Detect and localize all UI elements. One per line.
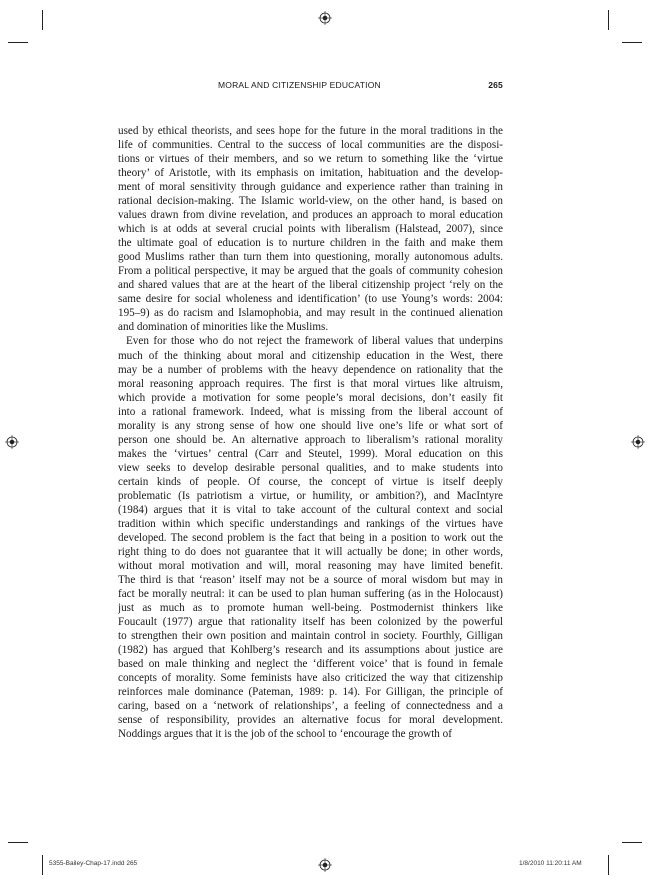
footer-timestamp: 1/8/2010 11:20:11 AM <box>519 860 582 867</box>
registration-mark-icon <box>5 435 19 449</box>
text-line: tions or virtues of their members, and so we return to something like the ‘virtue <box>118 153 503 166</box>
text-line: Noddings argues that it is the job of the school to ‘encourage the growth of <box>118 728 452 741</box>
running-title: MORAL AND CITIZENSHIP EDUCATION <box>218 80 381 90</box>
text-line: moral reasoning approach requires. The first is that moral virtues like altruism, <box>118 377 503 390</box>
crop-mark-bottom-left-vertical <box>42 855 43 875</box>
text-line: rational decision-making. The Islamic world-view, on the other hand, is based on <box>118 195 503 208</box>
text-line: the ultimate goal of education is to nurture children in the faith and make them <box>118 237 503 250</box>
text-line: (1984) argues that it is vital to take account of the cultural context and social <box>118 503 503 516</box>
paragraph <box>118 334 503 741</box>
text-line: to strengthen their own position and maintain control in society. Fourthly, Gilligan <box>118 630 503 643</box>
text-line: tradition within which specific understandings and rankings of the virtues have <box>118 517 503 530</box>
body-text <box>118 124 503 741</box>
text-line: reinforces male dominance (Pateman, 1989: p. 14). For Gilligan, the principle of <box>118 686 503 699</box>
text-line: view seeks to develop desirable personal qualities, and to make students into <box>118 461 503 474</box>
text-line: which is at odds at several crucial points with liberalism (Halstead, 2007), since <box>118 223 503 236</box>
text-line: sense of responsibility, provides an alternative focus for moral development. <box>118 714 503 727</box>
page-number: 265 <box>488 80 503 90</box>
crop-mark-top-left-vertical <box>42 10 43 30</box>
text-line: Foucault (1977) argue that rationality itself has been colonized by the powerful <box>118 616 503 629</box>
text-line: much of the thinking about moral and citizenship education in the West, there <box>118 349 503 362</box>
text-line: makes the ‘virtues’ central (Carr and Steutel, 1999). Moral education on this <box>118 447 503 460</box>
text-line: (1982) has argued that Kohlberg’s research and its assumptions about justice are <box>118 644 503 657</box>
text-line: good Muslims rather than turn them into questioning, morally autonomous adults. <box>118 251 503 264</box>
registration-mark-icon <box>318 11 332 25</box>
text-line: right thing to do does not guarantee that it will actually be done; in other words, <box>118 545 503 558</box>
text-line: life of communities. Central to the success of local communities are the disposi- <box>118 139 503 152</box>
text-line: person one should be. An alternative approach to liberalism’s rational morality <box>118 433 503 446</box>
text-line: without moral motivation and will, moral reasoning may have limited benefit. <box>118 559 503 572</box>
text-line: just as much as to promote human well-being. Postmodernist thinkers like <box>118 602 503 615</box>
text-line: same desire for social wholeness and identification’ (to use Young’s words: 2004: <box>118 293 503 306</box>
crop-mark-bottom-left-horizontal <box>8 842 28 843</box>
text-line: From a political perspective, it may be argued that the goals of community cohesion <box>118 265 503 278</box>
text-line: values drawn from divine revelation, and produces an approach to moral education <box>118 209 503 222</box>
text-line: Even for those who do not reject the framework of liberal values that underpins <box>126 335 503 348</box>
text-line: and domination of minorities like the Muslims. <box>118 321 329 334</box>
text-line: and shared values that are at the heart of the liberal citizenship project ‘rely on the <box>118 279 503 292</box>
crop-mark-top-right-vertical <box>608 10 609 30</box>
text-line: certain kinds of people. Of course, the concept of virtue is itself deeply <box>118 475 503 488</box>
crop-mark-top-left-horizontal <box>8 42 28 43</box>
text-line: morality is any strong sense of how one should live one’s life or what sort of <box>118 419 503 432</box>
text-line: developed. The second problem is the fact that being in a position to work out the <box>118 531 503 544</box>
text-line: concepts of morality. Some feminists have also criticized the way that citizenship <box>118 672 503 685</box>
registration-mark-icon <box>631 435 645 449</box>
text-line: used by ethical theorists, and sees hope for the future in the moral traditions in the <box>118 125 503 137</box>
text-line: which provide a motivation for some people’s moral decisions, don’t easily fit <box>118 391 503 404</box>
text-line: problematic (Is patriotism a virtue, or humility, or ambition?), and MacIntyre <box>118 489 503 502</box>
text-line: 195–9) as do racism and Islamophobia, and may result in the continued alienation <box>118 307 503 320</box>
footer-file-name: 5355-Bailey-Chap-17.indd 265 <box>49 860 138 867</box>
text-line: ment of moral sensitivity through guidance and experience rather than training in <box>118 181 503 194</box>
paragraph <box>118 124 503 334</box>
text-line: into a rational framework. Indeed, what is missing from the liberal account of <box>118 405 503 418</box>
text-line: The third is that ‘reason’ itself may not be a source of moral wisdom but may in <box>118 574 503 586</box>
crop-mark-bottom-right-horizontal <box>622 842 642 843</box>
text-line: fact be morally neutral: it can be used to plan human suffering (as in the Holocaust) <box>118 588 503 601</box>
crop-mark-bottom-right-vertical <box>608 855 609 875</box>
text-line: theory’ of Aristotle, with its emphasis on imitation, habituation and the develop- <box>118 167 503 180</box>
crop-mark-top-right-horizontal <box>622 42 642 43</box>
text-line: caring, based on a ‘network of relationships’, a feeling of connectedness and a <box>118 700 503 713</box>
text-line: based on male thinking and neglect the ‘different voice’ that is found in female <box>118 658 503 671</box>
registration-mark-icon <box>318 858 332 872</box>
running-header <box>118 80 503 94</box>
text-line: may be a number of problems with the heavy dependence on rationality that the <box>118 363 503 376</box>
